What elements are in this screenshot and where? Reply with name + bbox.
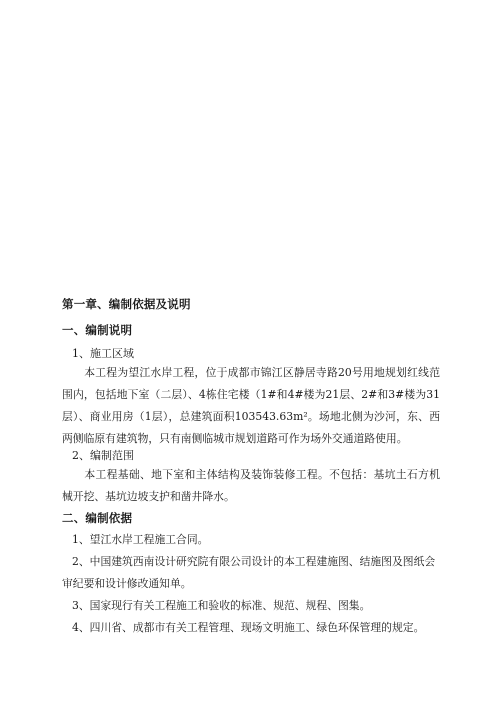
section-heading-basis: 二、编制依据 xyxy=(62,511,133,525)
section-heading-explanation: 一、编制说明 xyxy=(62,323,133,337)
chapter-title: 第一章、编制依据及说明 xyxy=(62,297,191,311)
basis-item-2 xyxy=(62,551,440,595)
basis-item-3: 3、国家现行有关工程施工和验收的标准、规范、规程、图集。 xyxy=(72,599,371,612)
item-heading-scope: 2、编制范围 xyxy=(72,449,134,462)
basis-item-1: 1、望江水岸工程施工合同。 xyxy=(72,533,209,546)
paragraph-scope-text: 本工程基础、地下室和主体结构及装饰装修工程。不包括：基坑土石方机械开挖、基坑边坡支护和凿井降水。 xyxy=(62,468,440,503)
paragraph-scope xyxy=(62,464,440,508)
paragraph-construction-area xyxy=(62,362,440,450)
basis-item-2-text: 2、中国建筑西南设计研究院有限公司设计的本工程建施图、结施图及图纸会审纪要和设计修改通知单。 xyxy=(62,555,436,590)
basis-item-4: 4、四川省、成都市有关工程管理、现场文明施工、绿色环保管理的规定。 xyxy=(72,621,425,634)
item-heading-construction-area: 1、施工区域 xyxy=(72,347,134,360)
paragraph-construction-area-text: 本工程为望江水岸工程，位于成都市锦江区静居寺路20号用地规划红线范围内，包括地下室（二层）、4栋住宅楼（1#和4#楼为21层、2#和3#楼为31层）、商业用房（1层），总建筑面积103543.63m²。场地北侧为沙河，东、西两侧临原有建筑物，只有南侧临城市规划道路可作为场外交通道路使用。 xyxy=(62,366,440,445)
